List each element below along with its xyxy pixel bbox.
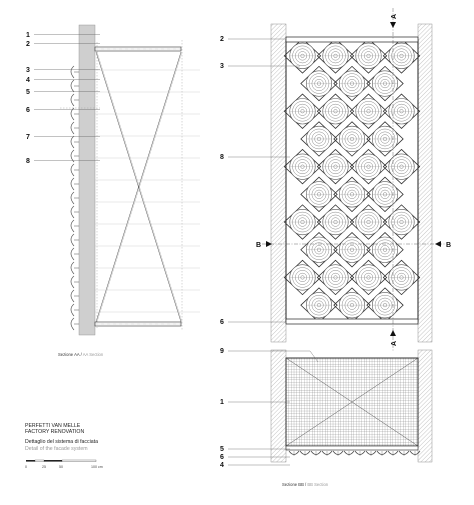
cut-a-bottom-label: A	[391, 340, 398, 346]
section-aa	[26, 25, 200, 357]
elev-label-8: 8	[220, 154, 224, 161]
panel-profile	[71, 94, 74, 106]
aa-bottom-beam	[95, 322, 181, 326]
aa-label-6: 6	[26, 107, 30, 114]
elev-left-column	[271, 24, 286, 342]
scale-tick-50: 50	[59, 465, 63, 469]
aa-label-4: 4	[26, 77, 30, 84]
elev-label-2: 2	[220, 36, 224, 43]
elev-label-3: 3	[220, 63, 224, 70]
aa-label-8: 8	[26, 158, 30, 165]
project-name-line1: PERFETTI VAN MELLE	[25, 423, 81, 429]
aa-label-2: 2	[26, 41, 30, 48]
bb-label-1: 1	[220, 399, 224, 406]
panel-profile	[71, 178, 74, 190]
panel-profile	[71, 318, 74, 330]
aa-label-3: 3	[26, 67, 30, 74]
scale-tick-0: 0	[25, 465, 27, 469]
cut-a-top-label: A	[391, 13, 398, 19]
panel-profile	[71, 262, 74, 274]
bb-right-column	[418, 350, 432, 462]
aa-label-5: 5	[26, 89, 30, 96]
aa-caption: Sezione AA / AA Section	[58, 352, 104, 357]
bb-left-column	[271, 350, 286, 462]
aa-panel-profiles	[71, 66, 79, 330]
elev-right-column	[418, 24, 432, 342]
elev-label-6: 6	[220, 319, 224, 326]
title-block	[25, 423, 98, 452]
panel-profile	[71, 304, 74, 316]
aa-label-1: 1	[26, 32, 30, 39]
aa-label-7: 7	[26, 134, 30, 141]
panel-profile	[71, 122, 74, 134]
panel-profile	[71, 290, 74, 302]
bb-label-4: 4	[220, 462, 224, 469]
panel-profile	[71, 192, 74, 204]
facade-elevation	[220, 8, 451, 352]
panel-profile	[71, 234, 74, 246]
detail-title-it: Dettaglio del sistema di facciata	[25, 439, 98, 446]
panel-profile	[71, 248, 74, 260]
bb-label-5: 5	[220, 446, 224, 453]
detail-title-en: Detail of the facade system	[25, 445, 88, 452]
panel-profile	[71, 66, 74, 78]
panel-profile	[71, 164, 74, 176]
bb-label-9: 9	[220, 348, 224, 355]
bb-panel-profile	[289, 451, 420, 456]
panel-profile	[71, 136, 74, 148]
scale-tick-100: 100 cm	[91, 465, 103, 469]
panel-profile	[71, 150, 74, 162]
scale-tick-25: 25	[42, 465, 46, 469]
panel-profile	[71, 206, 74, 218]
panel-profile	[71, 276, 74, 288]
panel-profile	[71, 108, 74, 120]
panel-profile	[71, 220, 74, 232]
bb-label-6: 6	[220, 454, 224, 461]
aa-top-beam	[95, 47, 181, 51]
aa-column	[79, 25, 95, 335]
panel-profile	[71, 80, 74, 92]
cut-b-left-label: B	[256, 242, 262, 249]
cut-b-right-label: B	[446, 242, 452, 249]
scale-bar	[25, 460, 103, 469]
project-name-line2: FACTORY RENOVATION	[25, 429, 85, 436]
bb-caption: Sezione BB / BB Section	[282, 482, 329, 487]
section-bb	[220, 348, 432, 487]
